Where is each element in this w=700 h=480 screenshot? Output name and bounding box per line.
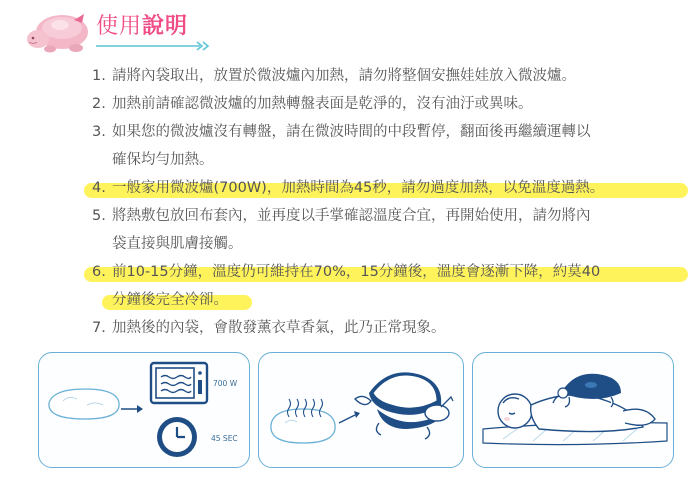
time-label: 45 SEC <box>211 434 238 443</box>
step-text: 前10-15分鐘，溫度仍可維持在70%，15分鐘後，溫度會逐漸下降，約莫40 <box>112 264 601 280</box>
step-number: 7. <box>92 320 106 336</box>
step-text: 加熱後的內袋，會散發薰衣草香氣，此乃正常現象。 <box>112 320 446 336</box>
illustration-panel-insert <box>258 352 464 468</box>
title-underline-arrow <box>94 40 212 52</box>
step-text: 請將內袋取出，放置於微波爐內加熱，請勿將整個安撫娃娃放入微波爐。 <box>112 68 576 84</box>
step-text: 袋直接與肌膚接觸。 <box>112 236 243 252</box>
step-number: 1. <box>92 68 106 84</box>
list-item <box>92 62 684 90</box>
heat-pack-icon <box>49 389 119 419</box>
step-text: 將熱敷包放回布套內，並再度以手掌確認溫度合宜，再開始使用，請勿將內 <box>112 208 591 224</box>
instruction-list <box>92 62 684 342</box>
list-item <box>92 202 684 258</box>
heat-pack-icon <box>271 409 335 443</box>
list-item-highlighted <box>92 174 684 202</box>
step-text: 分鐘後完全冷卻。 <box>112 292 228 308</box>
list-item <box>92 314 684 342</box>
turtle-plush-icon <box>355 372 453 439</box>
clock-icon <box>157 417 197 457</box>
step-text: 確保均勻加熱。 <box>112 152 214 168</box>
baby-icon <box>498 394 655 432</box>
list-item <box>92 118 684 174</box>
step-number: 5. <box>92 208 106 224</box>
step-text: 加熱前請確認微波爐的加熱轉盤表面是乾淨的，沒有油汙或異味。 <box>112 96 533 112</box>
insert-pack-illustration <box>259 353 464 468</box>
microwave-icon <box>151 363 207 403</box>
baby-with-plush-illustration <box>473 353 674 468</box>
step-number: 2. <box>92 96 106 112</box>
illustration-panel-baby <box>472 352 674 468</box>
arrow-icon <box>121 405 143 413</box>
arrow-icon <box>339 411 360 423</box>
microwave-illustration <box>39 353 250 468</box>
step-number: 6. <box>92 264 106 280</box>
page-title: 使用說明 <box>96 14 189 39</box>
power-label: 700 W <box>213 379 238 388</box>
list-item <box>92 90 684 118</box>
illustration-panel-microwave <box>38 352 250 468</box>
list-item-highlighted <box>92 258 684 314</box>
step-number: 3. <box>92 124 106 140</box>
turtle-plush-icon <box>16 8 98 58</box>
step-text: 如果您的微波爐沒有轉盤，請在微波時間的中段暫停，翻面後再繼續運轉以 <box>112 124 591 140</box>
step-text: 一般家用微波爐(700W)，加熱時間為45秒，請勿過度加熱，以免溫度過熱。 <box>112 180 605 196</box>
step-number: 4. <box>92 180 106 196</box>
